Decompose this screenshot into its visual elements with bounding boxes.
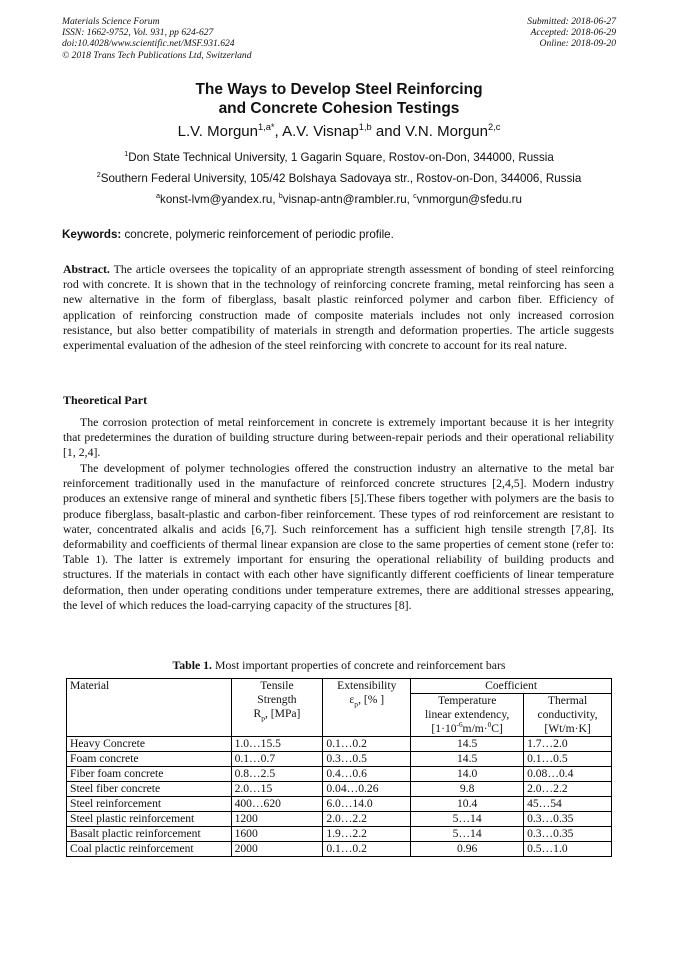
- header-thermal: [524, 694, 612, 737]
- table-row: [67, 782, 612, 797]
- cell-temperature: 10.4: [411, 797, 524, 812]
- table-caption-text: Most important properties of concrete and reinforcement bars: [212, 658, 506, 672]
- header-temp-l1: Temperature: [437, 694, 497, 707]
- header-tensile-l1: Tensile: [260, 679, 294, 692]
- dates-header: [527, 16, 616, 50]
- author-1-affil: 1,a*: [258, 122, 275, 132]
- header-ext-unit-text: , [% ]: [358, 693, 385, 706]
- header-ext-sub: p: [354, 699, 359, 709]
- header-tensile-sub: p: [261, 713, 265, 723]
- paragraph-2: The development of polymer technologies offered the construction industry an alternative to the metal bar reinforcement traditionally used in the manufacture of reinforced concrete structures [2,4,5]. Modern industry produces an extensive range of mineral and synthetic fibers [5].These fibers together with polymers are the basis to produce fiberglass, basalt-plastic and carbon-fiber reinforcement. These types of rod reinforcement are resistant to water, concentrated alkalis and acids [6,7]. Such reinforcement has a sufficient high tensile strength [7,8]. Its deformability and coefficients of thermal linear expansion are close to the same properties of cement stone (refer to: Table 1). The latter is extremely important for ensuring the operational reliability of building products and structures. If the materials in contact with each other have significantly different coefficients of linear temperature deformation, then under operating conditions under temperature extremes, there are additional stresses appearing, the level of which reduces the load-carrying capacity of the structures [8].: [63, 461, 614, 612]
- header-temp-unit-c: C]: [491, 722, 503, 735]
- cell-tensile: 2000: [231, 842, 323, 857]
- cell-material: Coal plactic reinforcement: [67, 842, 232, 857]
- header-extensibility: [323, 679, 411, 737]
- cell-thermal: 2.0…2.2: [524, 782, 612, 797]
- header-coefficient-label: Coefficient: [485, 679, 538, 692]
- author-2-affil: 1,b: [358, 122, 372, 132]
- keywords-text: concrete, polymeric reinforcement of periodic profile.: [121, 228, 394, 241]
- header-therm-l2: conductivity,: [537, 708, 598, 721]
- cell-tensile: 1200: [231, 812, 323, 827]
- table-row: [67, 842, 612, 857]
- header-tensile: [231, 679, 323, 737]
- header-temp-l2: linear extendency,: [425, 708, 510, 721]
- paper-title: [0, 80, 678, 118]
- journal-doi: doi:10.4028/www.scientific.net/MSF.931.624: [62, 38, 235, 50]
- cell-tensile: 1.0…15.5: [231, 737, 323, 752]
- cell-extensibility: 0.1…0.2: [323, 842, 411, 857]
- title-line-2: and Concrete Cohesion Testings: [218, 100, 460, 117]
- section-heading: Theoretical Part: [63, 393, 148, 407]
- author-2: A.V. Visnap: [282, 123, 359, 140]
- table-row: [67, 752, 612, 767]
- keywords-label: Keywords:: [62, 228, 122, 241]
- author-separator: and: [371, 123, 406, 140]
- author-3-affil: 2,c: [487, 122, 501, 132]
- table-row: [67, 812, 612, 827]
- header-material-label: Material: [70, 679, 110, 692]
- keywords: [62, 228, 618, 241]
- journal-issn: ISSN: 1662-9752, Vol. 931, pp 624-627: [62, 27, 214, 39]
- author-list: [0, 122, 678, 141]
- properties-table: [66, 678, 612, 857]
- email-b-marker: b: [278, 191, 283, 201]
- header-material: [67, 679, 232, 737]
- date-online: Online: 2018-09-20: [539, 38, 616, 50]
- cell-temperature: 9.8: [411, 782, 524, 797]
- affiliation-1-text: Don State Technical University, 1 Gagarin Square, Rostov-on-Don, 344000, Russia: [128, 151, 554, 164]
- header-temp-unit-a: [1·10: [431, 722, 457, 735]
- cell-temperature: 0.96: [411, 842, 524, 857]
- cell-material: Basalt plactic reinforcement: [67, 827, 232, 842]
- affiliation-2-marker: 2: [96, 170, 101, 180]
- table-row: [67, 737, 612, 752]
- journal-copyright: © 2018 Trans Tech Publications Ltd, Switzerland: [62, 49, 252, 61]
- cell-temperature: 14.5: [411, 737, 524, 752]
- date-submitted: Submitted: 2018-06-27: [527, 16, 616, 27]
- cell-extensibility: 1.9…2.2: [323, 827, 411, 842]
- cell-thermal: 0.3…0.35: [524, 812, 612, 827]
- affiliation-2-text: Southern Federal University, 105/42 Bolshaya Sadovaya str., Rostov-on-Don, 344006, Russia: [100, 172, 582, 185]
- cell-tensile: 400…620: [231, 797, 323, 812]
- cell-temperature: 14.5: [411, 752, 524, 767]
- cell-extensibility: 0.04…0.26: [323, 782, 411, 797]
- affiliation-1-marker: 1: [124, 149, 129, 159]
- header-temp-unit: [414, 722, 520, 736]
- abstract: [63, 262, 614, 353]
- title-line-1: The Ways to Develop Steel Reinforcing: [195, 81, 483, 98]
- author-1: L.V. Morgun: [177, 123, 258, 140]
- cell-extensibility: 0.1…0.2: [323, 737, 411, 752]
- email-c-marker: c: [413, 191, 417, 201]
- cell-material: Foam concrete: [67, 752, 232, 767]
- header-therm-l3: [Wt/m·K]: [544, 722, 591, 735]
- cell-extensibility: 2.0…2.2: [323, 812, 411, 827]
- email-a: konst-lvm@yandex.ru,: [160, 193, 279, 206]
- cell-thermal: 0.08…0.4: [524, 767, 612, 782]
- cell-tensile: 0.8…2.5: [231, 767, 323, 782]
- cell-material: Steel plastic reinforcement: [67, 812, 232, 827]
- cell-thermal: 0.3…0.35: [524, 827, 612, 842]
- header-coefficient: [411, 679, 612, 694]
- affiliation-1: [0, 151, 678, 165]
- paragraph-1: The corrosion protection of metal reinforcement in concrete is extremely important because it is her integrity that predetermines the duration of building structure during between-repair periods and their operational reliability [1, 2,4].: [63, 415, 614, 460]
- cell-tensile: 2.0…15: [231, 782, 323, 797]
- cell-extensibility: 6.0…14.0: [323, 797, 411, 812]
- cell-material: Steel reinforcement: [67, 797, 232, 812]
- journal-header: [62, 16, 252, 61]
- cell-material: Fiber foam concrete: [67, 767, 232, 782]
- author-separator: ,: [274, 123, 283, 140]
- table-row: [67, 827, 612, 842]
- cell-tensile: 0.1…0.7: [231, 752, 323, 767]
- cell-thermal: 45…54: [524, 797, 612, 812]
- cell-material: Steel fiber concrete: [67, 782, 232, 797]
- cell-material: Heavy Concrete: [67, 737, 232, 752]
- cell-temperature: 14.0: [411, 767, 524, 782]
- header-temperature: [411, 694, 524, 737]
- abstract-text: The article oversees the topicality of an appropriate strength assessment of bonding of steel reinforcing rod with concrete. It is shown that in the technology of reinforcing concrete framing, metal reinforcing has seen a new alternative in the form of fiberglass, basalt plastic reinforced polymer and carbon fiber. Efficiency of application of reinforcing construction made of composite materials includes not only increased corrosion resistance, but also better compatibility of materials in strength and deformation properties. The article suggests experimental evaluation of the adhesion of the steel reinforcing with concrete to account for its real nature.: [63, 262, 614, 353]
- date-accepted: Accepted: 2018-06-29: [530, 27, 616, 39]
- table-row: [67, 767, 612, 782]
- header-ext-symbol: ε: [349, 693, 355, 706]
- abstract-label: Abstract.: [63, 262, 110, 276]
- email-c: vnmorgun@sfedu.ru: [416, 193, 522, 206]
- table-caption: [0, 658, 678, 673]
- header-therm-l1: Thermal: [547, 694, 588, 707]
- header-tensile-unit-text: , [MPa]: [264, 707, 301, 720]
- email-a-marker: a: [156, 191, 161, 201]
- cell-thermal: 0.1…0.5: [524, 752, 612, 767]
- email-b: visnap-antn@rambler.ru,: [282, 193, 414, 206]
- cell-tensile: 1600: [231, 827, 323, 842]
- header-tensile-l2: Strength: [257, 693, 297, 706]
- header-tensile-symbol: R: [253, 707, 262, 720]
- cell-temperature: 5…14: [411, 827, 524, 842]
- cell-extensibility: 0.4…0.6: [323, 767, 411, 782]
- affiliation-2: [0, 172, 678, 186]
- table-caption-label: Table 1.: [172, 658, 213, 672]
- header-temp-unit-b: m/m·: [462, 722, 488, 735]
- header-ext-unit: [326, 693, 407, 707]
- email-line: [0, 193, 678, 207]
- header-ext-l1: Extensibility: [337, 679, 397, 692]
- cell-thermal: 0.5…1.0: [524, 842, 612, 857]
- header-temp-unit-sup1: -6: [456, 721, 463, 730]
- table-row: [67, 797, 612, 812]
- header-tensile-unit: [235, 707, 320, 721]
- header-temp-unit-sup2: 0: [487, 721, 492, 730]
- cell-temperature: 5…14: [411, 812, 524, 827]
- cell-thermal: 1.7…2.0: [524, 737, 612, 752]
- table-header-row: [67, 679, 612, 694]
- journal-name: Materials Science Forum: [62, 16, 160, 27]
- author-3: V.N. Morgun: [405, 123, 488, 140]
- cell-extensibility: 0.3…0.5: [323, 752, 411, 767]
